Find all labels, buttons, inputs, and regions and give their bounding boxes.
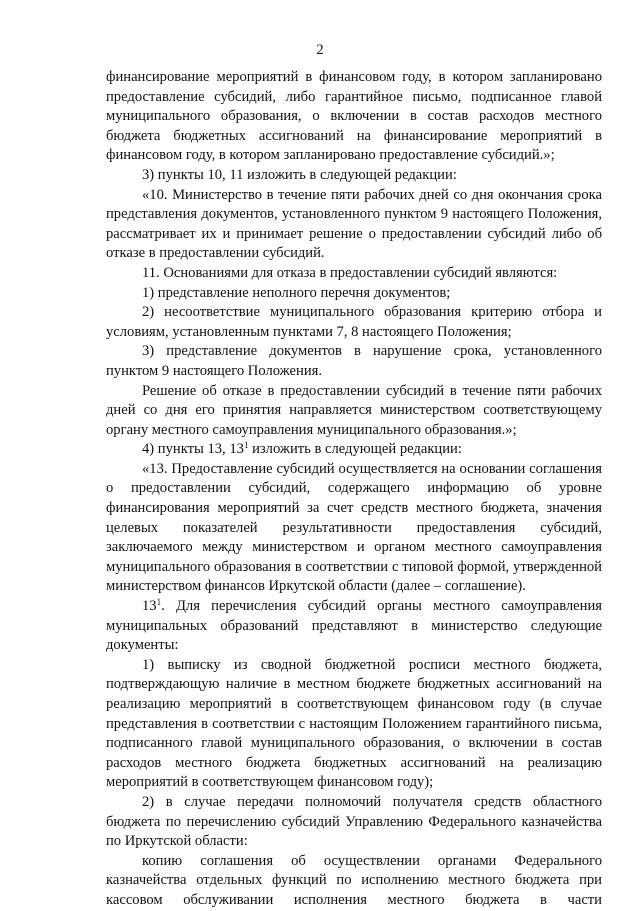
paragraph-9	[106, 440, 602, 460]
paragraph-11-text-after: . Для перечисления субсидий органы местного самоуправления муниципальных образований представляют в министерство следующие документы:	[106, 598, 602, 654]
document-body	[106, 68, 602, 911]
paragraph-11	[106, 597, 602, 656]
paragraph-1: финансирование мероприятий в финансовом году, в котором запланировано предоставление субсидий, либо гарантийное письмо, подписанное главой муниципального образования, о включении в состав расходов местного бюджета бюджетных ассигнований на финансирование мероприятий в финансовом году, в котором запланировано предоставление субсидий.»;	[106, 69, 602, 164]
superscript-1: 1	[243, 440, 249, 451]
paragraph-11-text: 13	[142, 598, 157, 615]
paragraph-13: 2) в случае передачи полномочий получателя средств областного бюджета по перечислению субсидий Управлению Федерального казначейства по Иркутской области:	[106, 793, 602, 850]
paragraph-14: копию соглашения об осуществлении органами Федерального казначейства отдельных функций по исполнению местного бюджета при кассовом обслуживании исполнения местного бюджета в части	[106, 852, 602, 908]
paragraph-9-text: 4) пункты 13, 13	[142, 441, 244, 458]
paragraph-9-text-after: изложить в следующей редакции:	[248, 441, 462, 458]
page-number: 2	[316, 42, 324, 58]
paragraph-8: Решение об отказе в предоставлении субсидий в течение пяти рабочих дней со дня его принятия направляется министерством соответствующему органу местного самоуправления муниципального образования.»;	[106, 382, 602, 438]
paragraph-5: 1) представление неполного перечня документов;	[142, 284, 451, 301]
paragraph-3: «10. Министерство в течение пяти рабочих дней со дня окончания срока представления документов, установленного пунктом 9 настоящего Положения, рассматривает их и принимает решение о предоставлении субсидий либо об отказе в предоставлении субсидий.	[106, 186, 602, 262]
paragraph-4: 11. Основаниями для отказа в предоставлении субсидий являются:	[142, 264, 558, 281]
paragraph-6: 2) несоответствие муниципального образования критерию отбора и условиям, установленным пунктами 7, 8 настоящего Положения;	[106, 304, 602, 340]
paragraph-10: «13. Предоставление субсидий осуществляется на основании соглашения о предоставлении субсидий, содержащего информацию об уровне финансирования мероприятий за счет средств местного бюджета, значения целевых показателей результативности предоставления субсидий, заключаемого между министерством и органом местного самоуправления муниципального образования в соответствии с типовой формой, утвержденной министерством финансов Иркутской области (далее – соглашение).	[106, 460, 602, 595]
superscript-2: 1	[156, 597, 162, 608]
paragraph-12: 1) выписку из сводной бюджетной росписи местного бюджета, подтверждающую наличие в местном бюджете бюджетных ассигнований на реализацию мероприятий в соответствующем финансовом году (в случае представления в соответствии с настоящим Положением гарантийного письма, подписанного главой муниципального образования, о включении в состав расходов местного бюджета бюджетных ассигнований на реализацию мероприятий в соответствующем финансовом году);	[106, 656, 602, 791]
paragraph-2: 3) пункты 10, 11 изложить в следующей редакции:	[142, 166, 457, 183]
paragraph-7: 3) представление документов в нарушение срока, установленного пунктом 9 настоящего Положения.	[106, 343, 602, 379]
